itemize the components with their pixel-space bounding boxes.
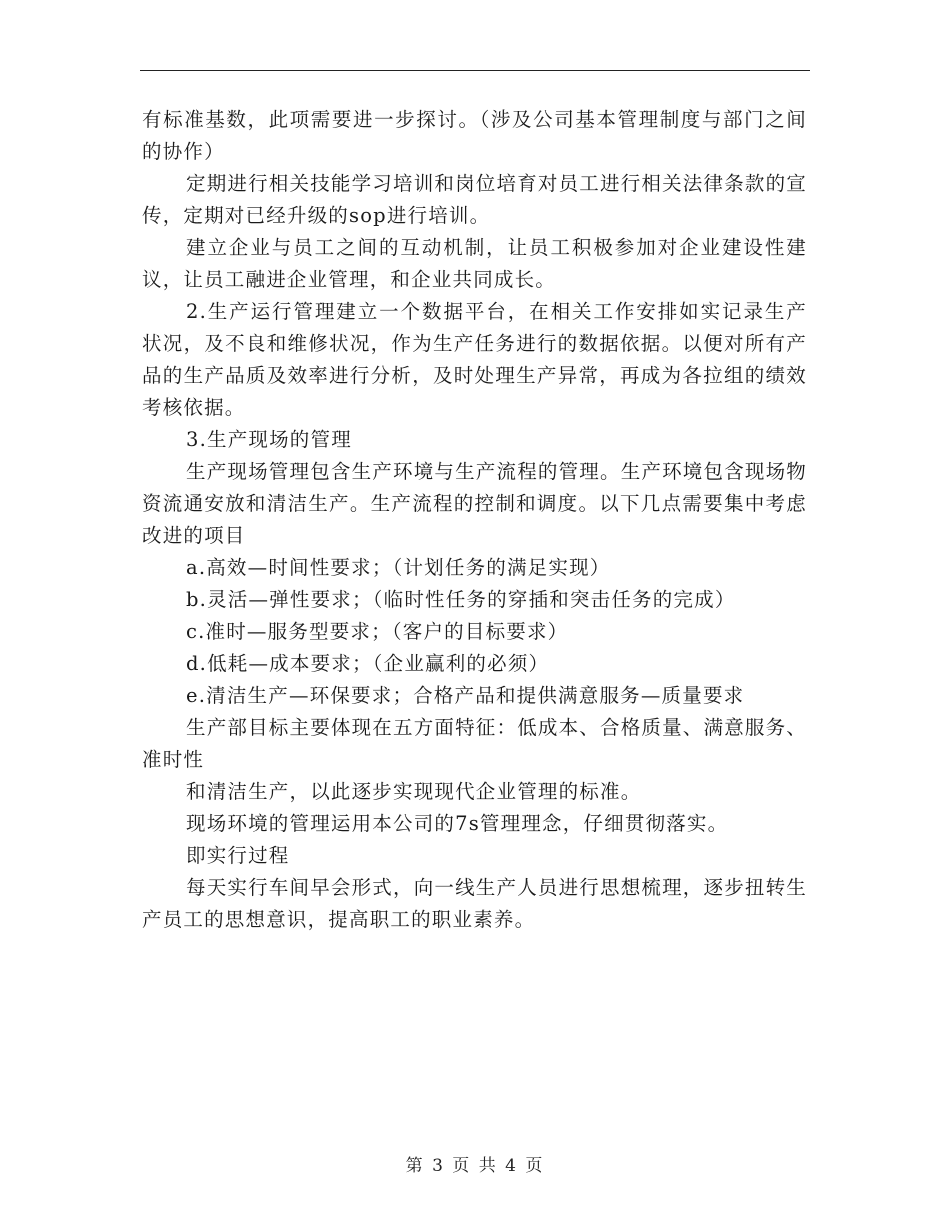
list-item-e: e.清洁生产—环保要求；合格产品和提供满意服务—质量要求 — [186, 684, 745, 707]
list-item-b: b.灵活—弹性要求；（临时性任务的穿插和突击任务的完成） — [186, 588, 736, 611]
list-item-d: d.低耗—成本要求；（企业赢利的必须） — [186, 652, 550, 675]
header-rule — [140, 70, 810, 71]
section-heading-3: 3.生产现场的管理 — [186, 428, 352, 451]
page-number: 第 3 页 共 4 页 — [405, 1156, 545, 1176]
paragraph-14: 现场环境的管理运用本公司的7s管理理念，仔细贯彻落实。 — [186, 812, 729, 835]
list-item-c: c.准时—服务型要求；（客户的目标要求） — [186, 620, 569, 643]
paragraph-6: 生产现场管理包含生产环境与生产流程的管理。生产环境包含现场物资流通安放和清洁生产。生产流程的控制和调度。以下几点需要集中考虑改进的项目 — [142, 460, 808, 547]
document-body — [142, 104, 807, 936]
paragraph-16: 每天实行车间早会形式，向一线生产人员进行思想梳理，逐步扭转生产员工的思想意识，提高职工的职业素养。 — [142, 876, 808, 931]
paragraph-15: 即实行过程 — [186, 844, 290, 867]
paragraph-3: 建立企业与员工之间的互动机制，让员工积极参加对企业建设性建议，让员工融进企业管理，和企业共同成长。 — [142, 236, 807, 291]
paragraph-1: 有标准基数，此项需要进一步探讨。（涉及公司基本管理制度与部门之间的协作） — [142, 108, 807, 163]
paragraph-12: 生产部目标主要体现在五方面特征：低成本、合格质量、满意服务、准时性 — [142, 716, 808, 771]
paragraph-2: 定期进行相关技能学习培训和岗位培育对员工进行相关法律条款的宣传，定期对已经升级的sop进行培训。 — [142, 172, 808, 227]
list-item-a: a.高效—时间性要求；（计划任务的满足实现） — [186, 556, 611, 579]
paragraph-4: 2.生产运行管理建立一个数据平台，在相关工作安排如实记录生产状况，及不良和维修状况，作为生产任务进行的数据依据。以便对所有产品的生产品质及效率进行分析，及时处理生产异常，再成为各拉组的绩效考核依据。 — [142, 300, 807, 419]
paragraph-13: 和清洁生产，以此逐步实现现代企业管理的标准。 — [186, 780, 642, 803]
